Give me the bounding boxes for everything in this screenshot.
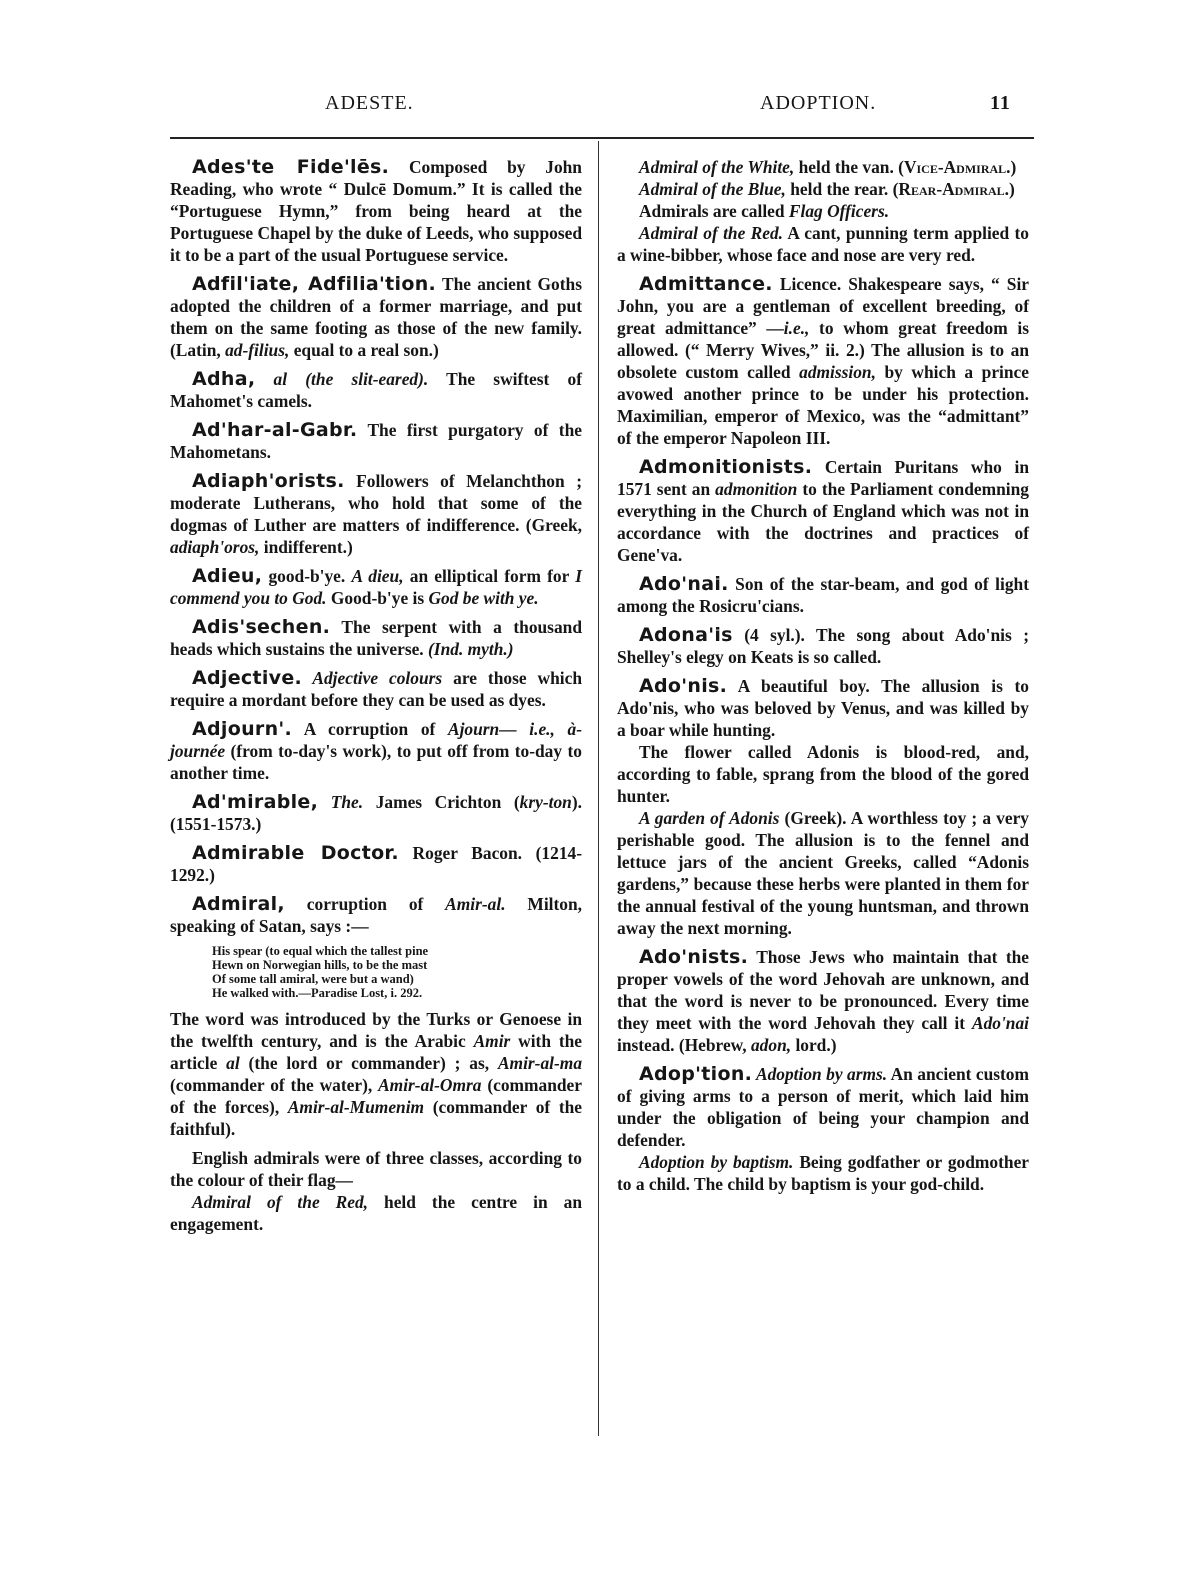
headword: Ado'nis. bbox=[639, 675, 728, 697]
admiral-of-the-red: Admiral of the Red, held the centre in an engagement. bbox=[170, 1192, 583, 1234]
header-right-word: ADOPTION. bbox=[760, 92, 877, 114]
admiral-of-the-red-cant: Admiral of the Red. A cant, punning term applied to a wine-bibber, whose face and nose are very red. bbox=[617, 223, 1029, 265]
headword: Ad'mirable, bbox=[192, 791, 319, 813]
adonis-flower: The flower called Adonis is blood-red, and, according to fable, sprang from the blood of the gored hunter. bbox=[617, 742, 1029, 806]
headword: Ad'har-al-Gabr. bbox=[192, 419, 358, 441]
headword: Admirable Doctor. bbox=[192, 842, 399, 864]
headword: Ades'te Fide'lēs. bbox=[192, 156, 390, 178]
entry-adjective: Adjective. Adjective colours are those which require a mordant before they can be used as dyes. bbox=[170, 667, 582, 710]
admiral-etymology: The word was introduced by the Turks or Genoese in the twelfth century, and is the Arabic Amir with the article al (the lord or commander) ; as, Amir-al-ma (commander of the water), Amir-al-Omra (commander of the forces), Amir-al-Mumenim (commander of the faithful). bbox=[170, 1009, 583, 1139]
entry-adonis: Ado'nis. A beautiful boy. The allusion is to Ado'nis, who was beloved by Venus, and was killed by a boar while hunting. bbox=[617, 675, 1029, 740]
entry-adoption: Adop'tion. Adoption by arms. An ancient custom of giving arms to a person of merit, which laid him under the obligation of being your champion and defender. bbox=[617, 1063, 1029, 1150]
adoption-by-baptism: Adoption by baptism. Being godfather or godmother to a child. The child by baptism is your god-child. bbox=[617, 1152, 1030, 1194]
entry-adonai: Ado'nai. Son of the star-beam, and god of light among the Rosicru'cians. bbox=[617, 573, 1029, 616]
right-column bbox=[617, 156, 1029, 1202]
entry-adiaphorists: Adiaph'orists. Followers of Melanchthon ; moderate Lutherans, who hold that some of the dogmas of Luther are matters of indifference. (Greek, adiaph'oros, indifferent.) bbox=[170, 470, 582, 557]
quote-line: He walked with.—Paradise Lost, i. 292. bbox=[212, 986, 423, 1000]
entry-adfiliate: Adfil'iate, Adfilia'tion. The ancient Goths adopted the children of a former marriage, and put them on the same footing as those of the new family. (Latin, ad-filius, equal to a real son.) bbox=[170, 273, 582, 360]
header-left-word: ADESTE. bbox=[325, 92, 414, 114]
headword: Admiral, bbox=[192, 893, 285, 915]
entry-adonais: Adona'is (4 syl.). The song about Ado'nis ; Shelley's elegy on Keats is so called. bbox=[617, 624, 1029, 667]
headword: Admonitionists. bbox=[639, 456, 813, 478]
headword: Admittance. bbox=[639, 273, 773, 295]
headword: Ado'nai. bbox=[639, 573, 729, 595]
entry-admittance: Admittance. Licence. Shakespeare says, “ Sir John, you are a gentleman of excellent breeding, of great admittance” —i.e., to whom great freedom is allowed. (“ Merry Wives,” ii. 2.) The allusion is to an obsolete custom called admission, by which a prince avowed another prince to be under his protection. Maximilian, emperor of Mexico, was the “admittant” of the emperor Napoleon III. bbox=[617, 273, 1029, 448]
entry-adhar-al-gabr: Ad'har-al-Gabr. The first purgatory of the Mahometans. bbox=[170, 419, 582, 462]
admiral-classes: English admirals were of three classes, according to the colour of their flag— bbox=[170, 1148, 582, 1190]
headword: Ado'nists. bbox=[639, 946, 749, 968]
header-rule bbox=[170, 137, 1034, 139]
left-column bbox=[170, 156, 582, 1242]
headword: Adha, bbox=[192, 368, 256, 390]
headword: Adiaph'orists. bbox=[192, 470, 345, 492]
entry-adeste: Ades'te Fide'lēs. Composed by John Reading, who wrote “ Dulcē Domum.” It is called the “Portuguese Hymn,” from being heard at the Portuguese Chapel by the duke of Leeds, who supposed it to be a part of the usual Portuguese service. bbox=[170, 156, 582, 265]
headword: Adjective. bbox=[192, 667, 303, 689]
entry-admonitionists: Admonitionists. Certain Puritans who in 1571 sent an admonition to the Parliament condemning everything in the Church of England which was not in accordance with the doctrines and practices of Gene'va. bbox=[617, 456, 1029, 565]
entry-adjourn: Adjourn'. A corruption of Ajourn— i.e., à-journée (from to-day's work), to put off from to-day to another time. bbox=[170, 718, 583, 783]
entry-adonists: Ado'nists. Those Jews who maintain that the proper vowels of the word Jehovah are unknown, and that the word is never to be pronounced. Every time they meet with the word Jehovah they call it Ado'nai instead. (Hebrew, adon, lord.) bbox=[617, 946, 1029, 1055]
quote-line: Of some tall amiral, were but a wand) bbox=[212, 972, 414, 986]
entry-adha: Adha, al (the slit-eared). The swiftest of Mahomet's camels. bbox=[170, 368, 582, 411]
headword: Adieu, bbox=[192, 565, 263, 587]
running-header bbox=[0, 92, 1191, 122]
entry-admirable: Ad'mirable, The. James Crichton (kry-ton). (1551-1573.) bbox=[170, 791, 582, 834]
headword: Adis'sechen. bbox=[192, 616, 331, 638]
page-number: 11 bbox=[990, 92, 1011, 114]
headword: Adjourn'. bbox=[192, 718, 293, 740]
entry-adieu: Adieu, good-b'ye. A dieu, an elliptical form for I commend you to God. Good-b'ye is God be with ye. bbox=[170, 565, 582, 608]
entry-admiral: Admiral, corruption of Amir-al. Milton, speaking of Satan, says :— bbox=[170, 893, 582, 936]
quote-line: Hewn on Norwegian hills, to be the mast bbox=[212, 958, 428, 972]
admiral-of-the-blue: Admiral of the Blue, held the rear. (Rear-Admiral.) bbox=[639, 179, 1015, 199]
headword: Adfil'iate, Adfilia'tion. bbox=[192, 273, 437, 295]
entry-adissechen: Adis'sechen. The serpent with a thousand heads which sustains the universe. (Ind. myth.) bbox=[170, 616, 582, 659]
quote-line: His spear (to equal which the tallest pine bbox=[212, 944, 429, 958]
headword: Adop'tion. bbox=[639, 1063, 753, 1085]
milton-quotation bbox=[212, 944, 582, 1000]
column-divider bbox=[598, 141, 599, 1436]
entry-admirable-doctor: Admirable Doctor. Roger Bacon. (1214-1292.) bbox=[170, 842, 582, 885]
headword: Adona'is bbox=[639, 624, 733, 646]
admiral-of-the-white: Admiral of the White, held the van. (Vice-Admiral.) bbox=[639, 157, 1017, 177]
garden-of-adonis: A garden of Adonis (Greek). A worthless toy ; a very perishable good. The allusion is to the fennel and lettuce jars of the ancient Greeks, called “Adonis gardens,” because these herbs were planted in them for the annual festival of the young huntsman, and thrown away the next morning. bbox=[617, 808, 1030, 938]
flag-officers: Admirals are called Flag Officers. bbox=[639, 201, 890, 221]
